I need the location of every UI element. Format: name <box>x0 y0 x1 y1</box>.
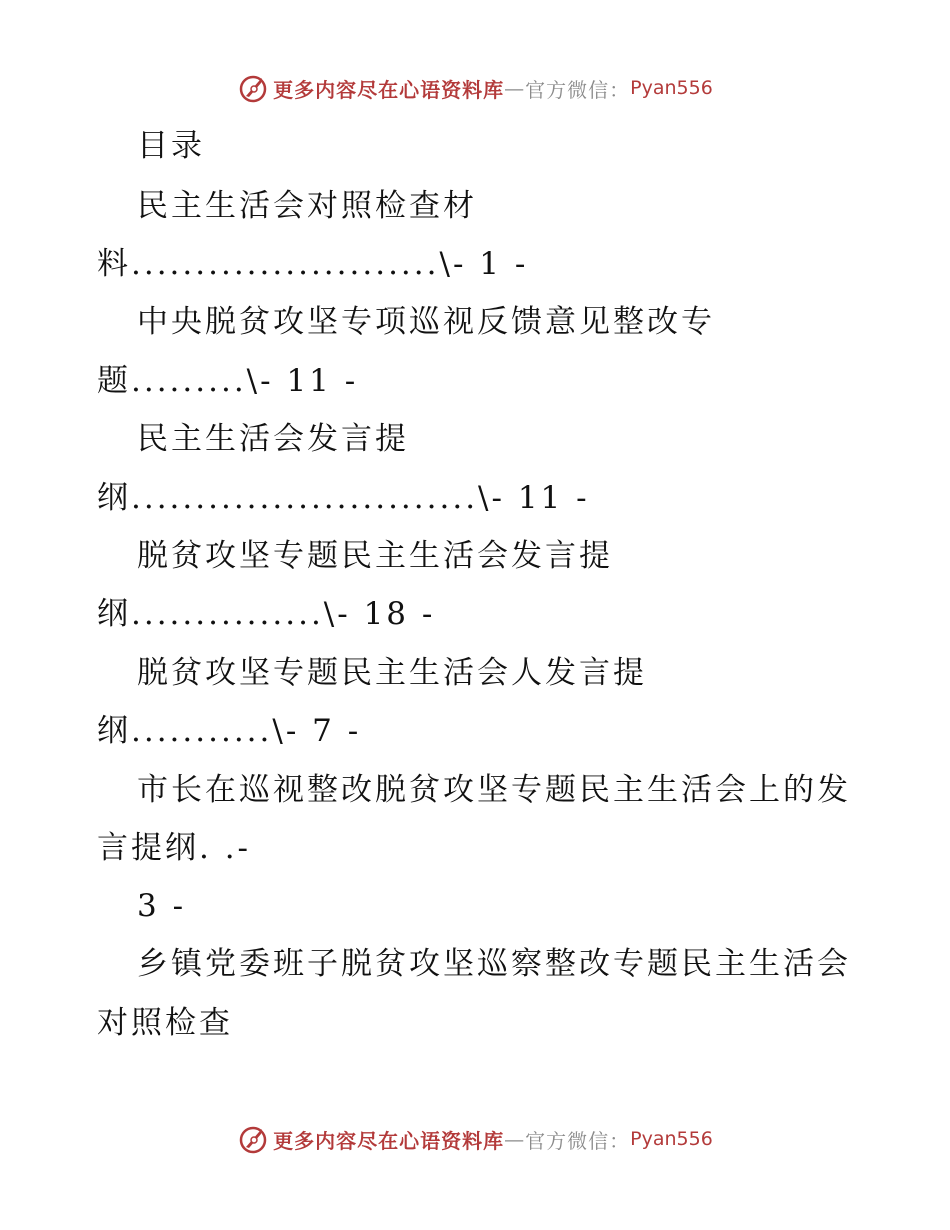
watermark-brand: 更多内容尽在心语资料库 <box>273 77 505 102</box>
toc-line: 言提纲. .- <box>97 830 252 866</box>
watermark-dash: — <box>504 76 526 100</box>
toc-line: 中央脱贫攻坚专项巡视反馈意见整改专 <box>137 304 715 340</box>
toc-line: 脱贫攻坚专题民主生活会人发言提 <box>137 655 647 691</box>
header-watermark <box>0 72 950 104</box>
watermark-brand: 更多内容尽在心语资料库 <box>273 1128 505 1153</box>
toc-line: 对照检查 <box>97 1005 233 1041</box>
watermark-account: Pyan556 <box>630 1128 713 1150</box>
quill-seal-icon <box>237 1123 269 1155</box>
toc-line: 乡镇党委班子脱贫攻坚巡察整改专题民主生活会 <box>137 946 851 982</box>
quill-seal-icon <box>237 72 269 104</box>
toc-line: 料........................\- 1 - <box>97 246 529 282</box>
toc-line: 纲...........................\- 11 - <box>97 480 590 516</box>
toc-line: 3 - <box>137 888 187 924</box>
watermark-channel: 官方微信： <box>525 77 631 102</box>
watermark-account: Pyan556 <box>630 77 713 99</box>
watermark-channel: 官方微信： <box>525 1128 631 1153</box>
watermark-dash: — <box>504 1127 526 1151</box>
toc-line: 脱贫攻坚专题民主生活会发言提 <box>137 538 613 574</box>
toc-heading: 目录 <box>137 128 205 164</box>
toc-line: 题.........\- 11 - <box>97 363 359 399</box>
toc-line: 纲...........\- 7 - <box>97 713 362 749</box>
toc-line: 纲...............\- 18 - <box>97 596 436 632</box>
toc-line: 民主生活会发言提 <box>137 421 409 457</box>
toc-line: 民主生活会对照检查材 <box>137 188 477 224</box>
footer-watermark <box>0 1123 950 1155</box>
toc-line: 市长在巡视整改脱贫攻坚专题民主生活会上的发 <box>137 772 851 808</box>
